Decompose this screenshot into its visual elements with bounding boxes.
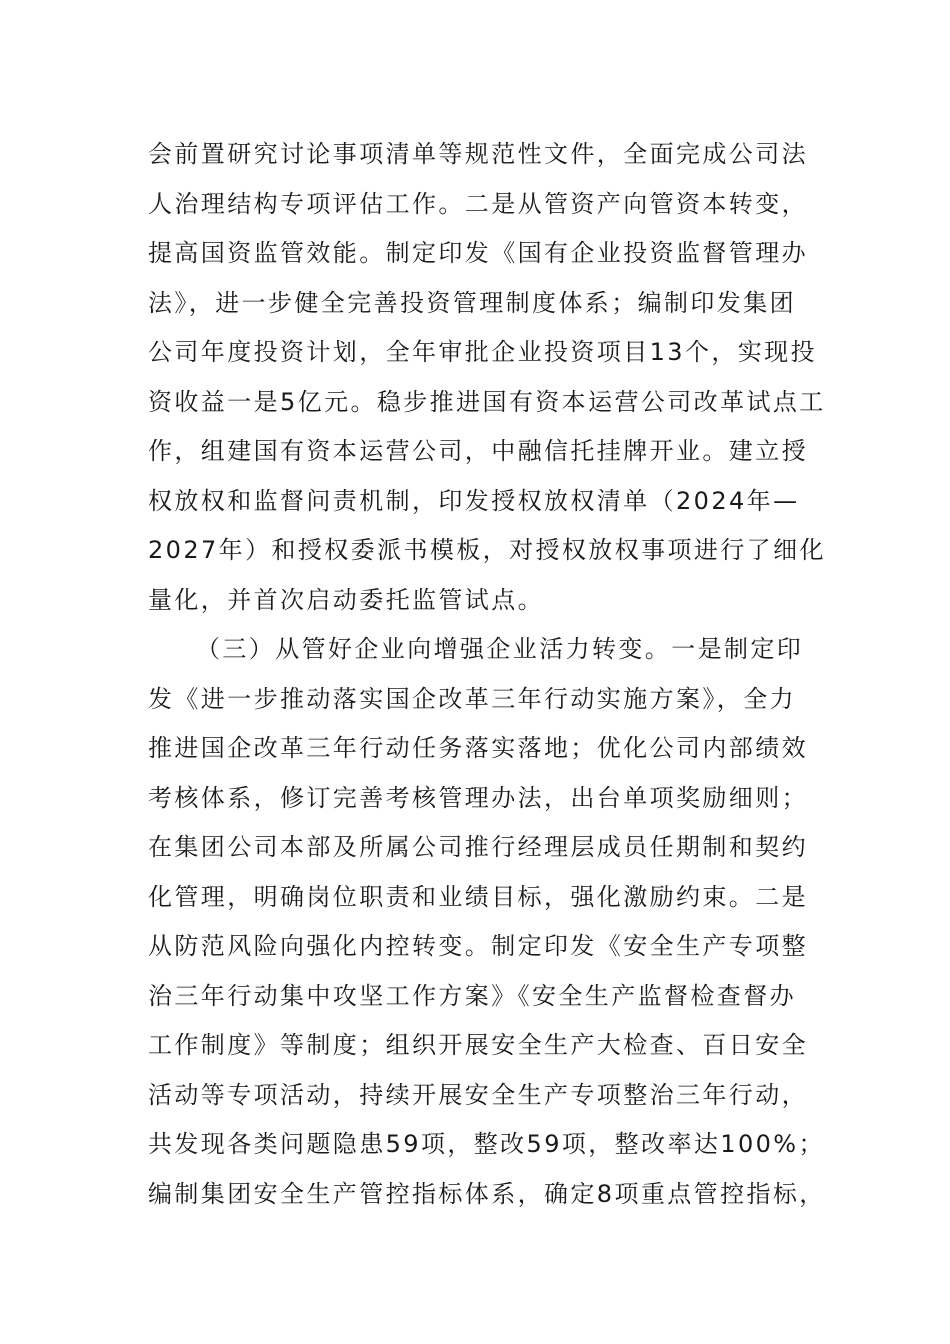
text-line: 资收益一是5亿元。稳步推进国有资本运营公司改革试点工 [148, 387, 826, 416]
text-line: 共发现各类问题隐患59项，整改59项，整改率达100%； [148, 1130, 825, 1158]
text-line: 发《进一步推动落实国企改革三年行动实施方案》，全力 [148, 684, 796, 713]
text-line: 治三年行动集中攻坚工作方案》《安全生产监督检查督办 [148, 981, 796, 1010]
text-line: 编制集团安全生产管控指标体系，确定8项重点管控指标， [148, 1179, 826, 1208]
body-text [148, 130, 826, 1219]
text-line: 从防范风险向强化内控转变。制定印发《安全生产专项整 [148, 932, 808, 960]
text-line: 在集团公司本部及所属公司推行经理层成员任期制和契约 [148, 833, 808, 861]
text-line: 权放权和监督问责机制，印发授权放权清单（2024年— [148, 486, 800, 515]
text-line: 作，组建国有资本运营公司，中融信托挂牌开业。建立授 [148, 437, 808, 465]
text-line: 量化，并首次启动委托监管试点。 [148, 585, 544, 614]
text-line: 公司年度投资计划，全年审批企业投资项目13个，实现投 [148, 338, 817, 366]
text-line: 考核体系，修订完善考核管理办法，出台单项奖励细则； [148, 783, 808, 812]
text-line: 人治理结构专项评估工作。二是从管资产向管资本转变， [148, 189, 808, 218]
text-line: 化管理，明确岗位职责和业绩目标，强化激励约束。二是 [148, 882, 808, 911]
text-line: 法》，进一步健全完善投资管理制度体系；编制印发集团 [148, 288, 796, 317]
text-line: 工作制度》等制度；组织开展安全生产大检查、百日安全 [148, 1031, 808, 1059]
text-line: 提高国资监管效能。制定印发《国有企业投资监督管理办 [148, 239, 808, 267]
text-line: 活动等专项活动，持续开展安全生产专项整治三年行动， [148, 1080, 808, 1109]
section-heading-line: （三）从管好企业向增强企业活力转变。一是制定印 [196, 635, 804, 663]
text-line: 会前置研究讨论事项清单等规范性文件，全面完成公司法 [148, 140, 808, 168]
text-line: 2027年）和授权委派书模板，对授权放权事项进行了细化 [148, 536, 826, 564]
text-line: 推进国企改革三年行动任务落实落地；优化公司内部绩效 [148, 734, 808, 762]
